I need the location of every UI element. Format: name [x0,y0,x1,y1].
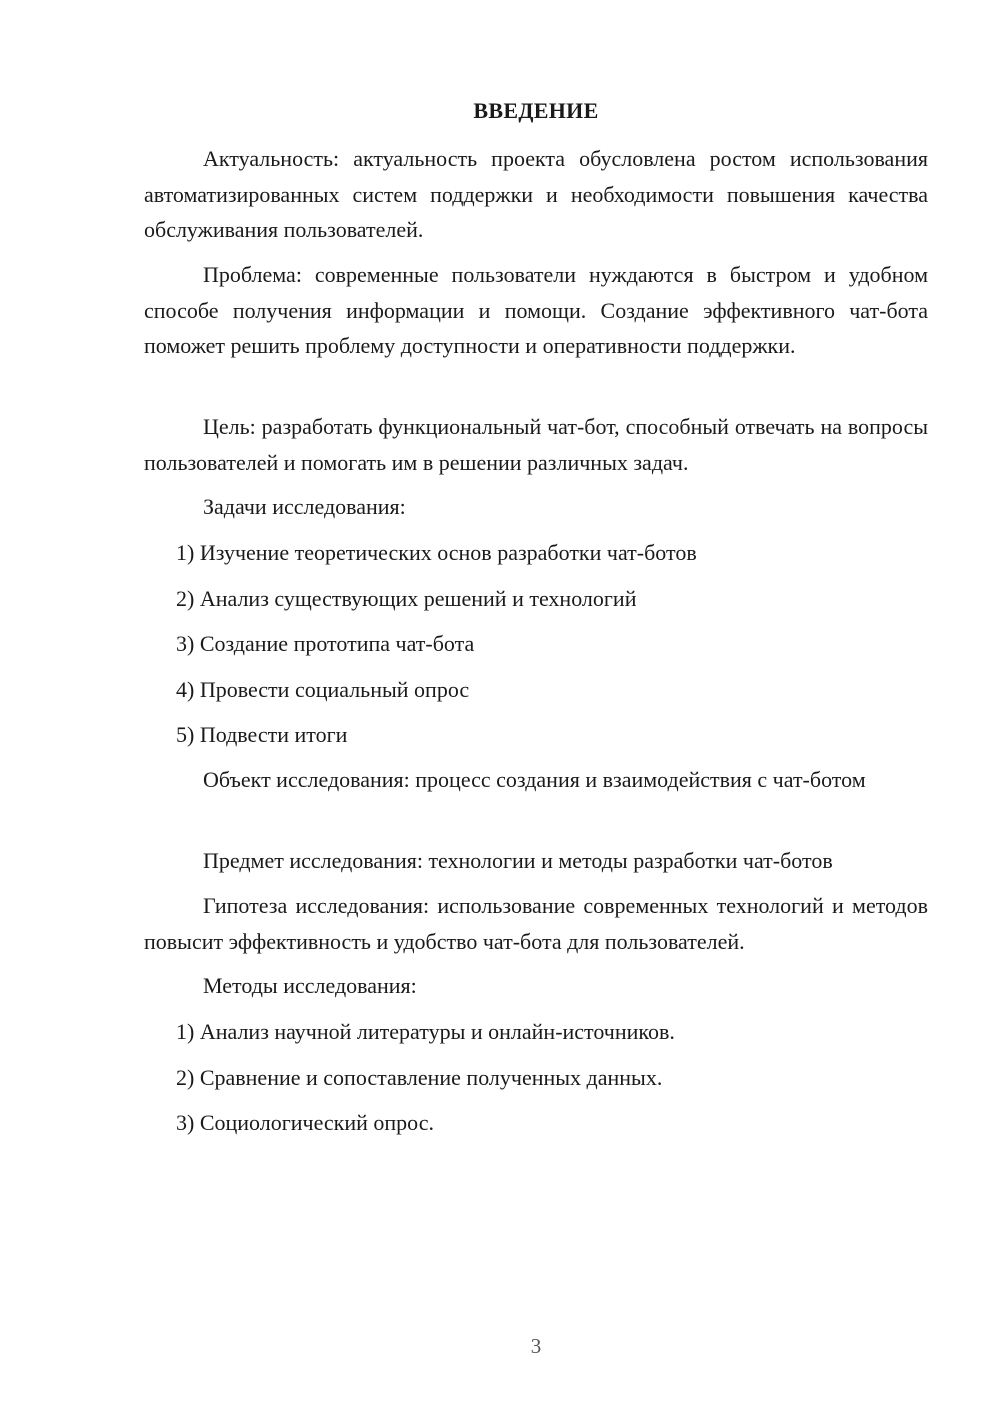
methods-heading: Методы исследования: [203,973,417,998]
method-item-1: 1) Анализ научной литературы и онлайн-источников. [176,1019,675,1044]
task-item-1: 1) Изучение теоретических основ разработки чат-ботов [176,540,697,565]
method-item-2: 2) Сравнение и сопоставление полученных данных. [176,1065,663,1090]
page-title: ВВЕДЕНИЕ [473,98,599,123]
tasks-heading: Задачи исследования: [203,494,406,519]
hypothesis-paragraph: Гипотеза исследования: использование современных технологий и методов повысит эффективность и удобство чат-бота для пользователей. [144,893,928,954]
problem-paragraph: Проблема: современные пользователи нуждаются в быстром и удобном способе получения информации и помощи. Создание эффективного чат-бота поможет решить проблему доступности и оперативности поддержки. [144,262,928,358]
relevance-paragraph: Актуальность: актуальность проекта обусловлена ростом использования автоматизированных систем поддержки и необходимости повышения качества обслуживания пользователей. [144,146,928,242]
goal-paragraph: Цель: разработать функциональный чат-бот, способный отвечать на вопросы пользователей и помогать им в решении различных задач. [144,414,928,475]
method-item-3: 3) Социологический опрос. [176,1110,434,1135]
task-item-4: 4) Провести социальный опрос [176,677,470,702]
task-item-5: 5) Подвести итоги [176,722,348,747]
task-item-3: 3) Создание прототипа чат-бота [176,631,475,656]
task-item-2: 2) Анализ существующих решений и технологий [176,586,637,611]
object-paragraph: Объект исследования: процесс создания и взаимодействия с чат-ботом [203,767,866,792]
page-number: 3 [530,1334,542,1358]
subject-paragraph: Предмет исследования: технологии и методы разработки чат-ботов [203,848,833,873]
